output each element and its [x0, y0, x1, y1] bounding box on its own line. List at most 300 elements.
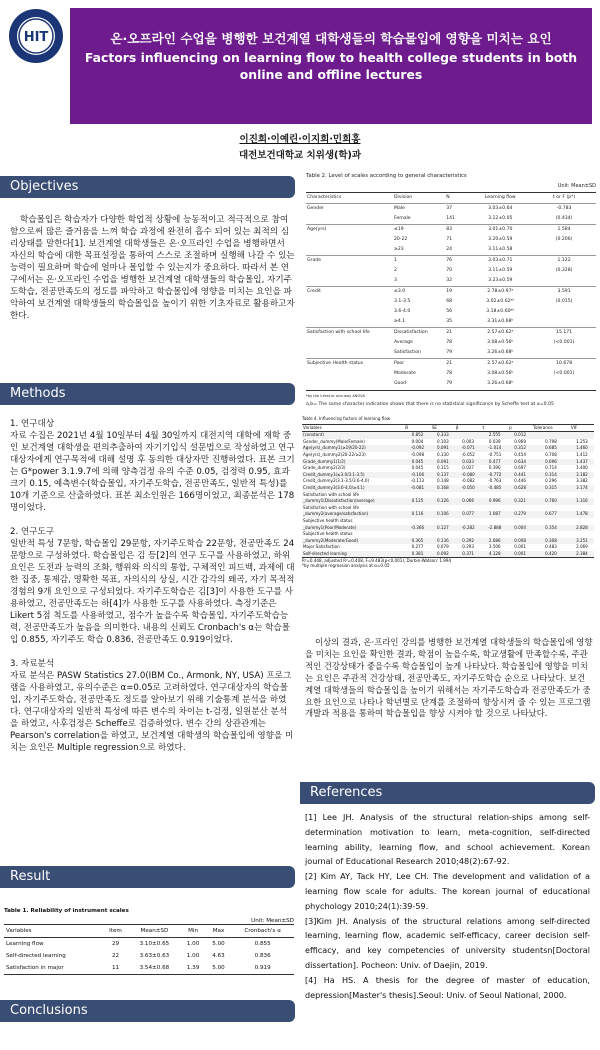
table-cell: 71	[446, 237, 453, 242]
table-cell: -0.081	[404, 485, 431, 492]
table-cell: 0.315	[532, 485, 570, 492]
table-cell: 35	[446, 319, 453, 324]
table-cell: 0.116	[404, 511, 431, 518]
reference-item: [1] Lee JH. Analysis of the structural relation-ships among self-determination motivation to learn, meta-cognition, self-directed learning ability, learning flow, and school achievement. Korean journal of Educational Research 2010;48(2):67-92.	[305, 812, 590, 867]
table-cell: 1.087	[481, 511, 508, 518]
table-cell: 2.57±0.62ᵃ	[468, 359, 532, 370]
table-cell: 0.454	[514, 451, 526, 457]
table-cell: 0.039	[488, 438, 501, 444]
table-cell: Moderate	[394, 371, 416, 376]
table-cell	[404, 518, 431, 525]
table-cell: 2.555	[481, 432, 508, 439]
table2-header: t or F (p*)	[552, 195, 576, 200]
table-row	[306, 287, 596, 298]
table-cell	[431, 505, 455, 512]
table-cell: 0.836	[254, 953, 271, 959]
table4-header: Tolerance	[533, 424, 553, 430]
table-row	[302, 551, 594, 558]
table-cell	[306, 369, 393, 379]
table-cell: 0.371	[455, 551, 482, 558]
table-row	[306, 256, 596, 267]
table-cell: 0.798	[545, 438, 557, 444]
table-cell	[532, 432, 570, 439]
table-cell: 0.125	[404, 498, 431, 505]
reference-item: [4] Ha HS. A thesis for the degree of master of education, depression[Master's thesis].Seoul: Univ. of Seoul National, 2000.	[305, 974, 590, 1000]
table-cell	[481, 518, 508, 525]
table-cell: 0.008	[508, 538, 532, 545]
objectives-body: 학습몰입은 학습자가 다양한 학업적 상황에 능동적이고 적극적으로 참여함으로써 많은 즐거움을 느껴 학습 과정에 완전히 흡수 되어 있는 최적의 심리상태를 말한다[1]. 보건계열 대학생들은 온·오프라인 수업을 병행하면서 자신의 학습에 대한 목표설정을 통하여 스스로 조절하며 실행해 나갈 수 있는 능력이 필요하며 학습에 얼마나 몰입할 수 있는지가 중요하다. 따라서 본 연구에서는 온·오프라인 수업을 병행한 보건계열 대학생들의 학습몰입, 자기주도학습, 전공만족도의 정도를 파악하고 학습몰입에 영향을 미치는 요인을 파악하여 보건계열 대학생들의 학습몰입을 높이기 위한 기초자료로 활용하고자 한다.	[10, 215, 295, 321]
table-cell: 78	[446, 371, 453, 376]
table-cell: 5.00	[212, 965, 225, 971]
table-cell: (0.015)	[555, 299, 573, 304]
table-cell	[431, 518, 455, 525]
table-cell: -0.282	[455, 525, 482, 532]
table-cell: 0.293	[462, 544, 475, 550]
table-cell: 3.382	[576, 478, 588, 484]
table-cell: 0.126	[431, 498, 455, 505]
table-cell: 0.277	[411, 544, 424, 550]
table-cell: 1.253	[576, 438, 588, 444]
table-cell: -0.366	[404, 525, 431, 532]
table-cell: Gender	[306, 204, 393, 215]
table-cell	[306, 297, 393, 307]
table-row	[306, 348, 596, 359]
table-cell: ≥4.1	[394, 319, 406, 324]
title-korean: 온·오프라인 수업을 병행한 보건계열 대학생들의 학습몰입에 영향을 미치는 요인	[110, 31, 552, 46]
table-cell: 0.714	[545, 465, 557, 471]
table-cell: ≥23	[394, 247, 404, 252]
table-row	[302, 544, 594, 551]
table-row	[302, 452, 594, 459]
table-cell	[306, 214, 393, 225]
table-cell: -0.052	[461, 451, 475, 457]
table-cell: 0.136	[431, 538, 455, 545]
table-cell: 0.333	[431, 432, 455, 439]
table-cell: Credit	[306, 287, 393, 298]
table-cell	[306, 266, 393, 276]
table-row	[306, 204, 596, 215]
table-cell: 15.171	[532, 328, 596, 339]
table-cell	[306, 235, 393, 245]
table-cell: 3.23±0.59	[488, 278, 513, 283]
table-cell: -0.751	[488, 451, 502, 457]
table-cell: 0.077	[455, 511, 482, 518]
table-cell	[306, 338, 393, 348]
table-cell: Female	[394, 216, 411, 221]
table-row	[306, 276, 596, 287]
table4-header: B	[405, 424, 408, 430]
table-cell: 3.182	[570, 472, 594, 479]
table-cell	[481, 531, 508, 538]
table-cell: 24	[446, 247, 453, 252]
table-row	[306, 359, 596, 370]
table-cell: 0.628	[508, 485, 532, 492]
methods-instruments: 2. 연구도구 일반적 특성 7문항, 학습몰입 29문항, 자기주도학습 22문항, 전공만족도 24문항으로 구성하였다. 학습몰입은 김 등[2]의 연구 도구를 사용하였고, 하위요인은 도전과 능력의 조화, 행위와 의식의 통합, 구체적인 피드백, 과제에 대한 집중, 통제감, 명확한 목표, 자의식의 상실, 시간 감각의 왜곡, 자기 목적적 경험의 9개 요인으로 구성되었다. 자기주도학습은 김[3]이 사용한 도구를 사용하였고, 전공만족도는 하[4]가 사용한 도구를 사용하였다. 측정기준은 Likert 5점 척도를 사용하였고, 점수가 높을수록 학습몰입, 자기주도학습능력, 전공만족도가 높음을 의미한다. 내용의 신뢰도 Cronbach's α는 학습몰입 0.855, 자기주도 학습 0.836, 전공만족도 0.919이었다.	[10, 527, 295, 645]
table-cell: 1.39	[186, 965, 200, 971]
table4-caption: Table 4. Influencing factors of learning flow	[302, 416, 391, 421]
table-cell: (constant)	[302, 432, 404, 439]
table-row	[306, 225, 596, 236]
table4-header: Variables	[303, 424, 322, 430]
table1-header: Max	[212, 928, 225, 934]
table-cell: -0.098	[410, 451, 425, 457]
table-cell	[306, 245, 393, 256]
table-cell: 3.08±0.56ᵇ	[487, 371, 514, 376]
table-row	[302, 472, 594, 479]
table-cell: 0.852	[404, 432, 431, 439]
table-cell: 0.127	[431, 525, 455, 532]
table-row	[302, 459, 594, 466]
table-cell: 3.251	[570, 538, 594, 545]
table-cell: 1.412	[576, 451, 588, 457]
table-row	[302, 498, 594, 505]
table-row	[302, 531, 594, 538]
table-cell: 3.11±0.58	[488, 247, 513, 252]
logo-text: HIT	[23, 30, 49, 45]
table-cell: 0.079	[436, 544, 449, 550]
table-cell: 1.00	[186, 941, 200, 947]
table-cell: 1.584	[532, 225, 596, 236]
table-cell	[508, 492, 532, 499]
table-cell: 79	[446, 381, 453, 386]
table-cell: Credit_dummy3(3.6-4.0/≥4.1)	[302, 485, 404, 492]
table-cell: 4.128	[481, 551, 508, 558]
table-cell	[481, 505, 508, 512]
table-cell: 21	[445, 328, 468, 339]
table-cell: 3.591	[532, 287, 596, 298]
table-cell: 2.384	[570, 551, 594, 558]
table4-note: *by multiple regression analysis at α=0.05	[302, 563, 390, 569]
table-cell: 79	[446, 350, 453, 355]
table-cell: 0.969	[514, 438, 526, 444]
table-cell: 0.760	[532, 498, 570, 505]
table-row	[306, 214, 596, 225]
table-cell: 21	[445, 359, 468, 370]
table-cell	[570, 492, 594, 499]
table-cell: 2	[394, 268, 397, 273]
table-cell: _dummy1(Dissatisfaction/average)	[302, 498, 404, 505]
table-cell: -0.050	[455, 485, 482, 492]
table-cell: 0.420	[532, 551, 570, 558]
table-cell: -0.092	[404, 445, 431, 452]
table-row	[306, 235, 596, 245]
table-cell: 0.996	[481, 498, 508, 505]
table-cell: 0.696	[532, 459, 570, 466]
table-cell: 3.26±0.68ᵇ	[487, 381, 514, 386]
table-cell: 0.033	[455, 459, 482, 466]
table-cell: Gender_dummy(Male/Female)	[303, 438, 365, 444]
table-cell: 0.321	[508, 498, 532, 505]
table-cell	[306, 276, 393, 287]
methods-heading: Methods	[0, 383, 295, 405]
table2-header: Division	[394, 195, 413, 200]
table-cell: 2.686	[481, 538, 508, 545]
table-cell: Satisfaction with school life	[303, 504, 359, 510]
table-cell	[481, 492, 508, 499]
table-cell: 3.11±0.59	[488, 268, 513, 273]
table-cell: 78	[446, 340, 453, 345]
table-cell: 0.148	[436, 478, 449, 484]
table-cell: 0.292	[455, 538, 482, 545]
table-cell: Good	[394, 381, 407, 386]
table-cell: 3.506	[488, 544, 501, 550]
table1	[4, 908, 294, 975]
table-cell: 1.460	[570, 445, 594, 452]
table-cell	[431, 492, 455, 499]
authors-block	[0, 132, 600, 164]
table-cell: 0.092	[431, 551, 455, 558]
table-row	[306, 379, 596, 389]
table-cell	[532, 531, 570, 538]
table2-note: a,b= The same character indication shows that there is no statistical significance by Scheffe test at α=0.05	[306, 402, 554, 407]
table-cell: 83	[445, 225, 468, 236]
table-cell: 0.477	[481, 459, 508, 466]
table-row	[302, 478, 594, 485]
table-row	[302, 465, 594, 472]
table-cell: 0.130	[436, 451, 449, 457]
table-cell: Average	[394, 340, 413, 345]
author-names: 이진희·이예린·이지희·민희홍	[239, 134, 361, 145]
table-cell: 0.855	[254, 941, 271, 947]
table-cell: 0.012	[508, 432, 532, 439]
table-cell: 4.63	[212, 953, 225, 959]
table-cell: Self-directed learning	[6, 953, 66, 959]
table-cell: -0.113	[410, 478, 425, 484]
table-cell: 0.677	[532, 511, 570, 518]
table-cell	[570, 505, 594, 512]
table-cell: 0.027	[462, 465, 475, 471]
table1-header: Mean±SD	[140, 928, 169, 934]
table-row	[306, 317, 596, 328]
table4-header: t	[482, 424, 485, 430]
table-cell: 22	[111, 953, 120, 959]
table-cell: -2.888	[481, 525, 508, 532]
table-cell	[532, 379, 596, 389]
table-cell: 0.919	[254, 965, 271, 971]
table-cell: 2.57±0.62ᵃ	[468, 328, 532, 339]
table-cell	[532, 317, 596, 328]
table-cell	[532, 245, 596, 256]
references-heading: References	[300, 782, 595, 804]
table-cell	[455, 432, 482, 439]
table-row	[302, 511, 594, 518]
table-cell: 3	[394, 278, 397, 283]
table-row	[306, 338, 596, 348]
table-row	[306, 369, 596, 379]
methods-subjects: 1. 연구대상 자료 수집은 2021년 4월 10일부터 4월 30일까지 대전지역 대학에 재학 중인 보건계열 대학생을 편의추출하여 자기기입식 설문법으로 작성하였고 연구대상자에게 연구목적에 대해 설명 후 동의한 대상자만 진행하였다. 표본 크기는 G*power 3.1.9.7에 의해 양측검정 유의 수준 0.05, 검정력 0.95, 효과크기 0.15, 예측변수(학습몰입, 자기주도학습, 전공만족도, 일반적 특성)를 10개 기준으로 산출하였다. 표본 최소인원은 166명이었고, 최종분석은 178명이었다.	[10, 419, 295, 513]
table-row	[302, 505, 594, 512]
title-english: Factors influencing on learning flow to health college students in both online and offline lectures	[84, 50, 578, 82]
table-cell	[532, 276, 596, 287]
table-cell	[431, 531, 455, 538]
table-cell: _dummy2(average/satisfaction)	[302, 511, 404, 518]
table-cell	[532, 307, 596, 317]
table-cell: -0.080	[455, 472, 482, 479]
table-cell: 0.708	[545, 451, 557, 457]
table-cell: 0.354	[532, 525, 570, 532]
table2	[306, 173, 596, 408]
table-row	[302, 432, 594, 439]
table4-header: VIF	[570, 424, 578, 430]
table-row	[4, 962, 294, 975]
table-row	[306, 245, 596, 256]
table-cell	[306, 379, 393, 389]
table-row	[306, 328, 596, 339]
result-body: 이상의 결과, 온·프라인 강의를 병행한 보건계열 대학생들의 학습몰입에 영향을 미치는 요인을 확인한 결과, 학점이 높을수록, 학교생활에 만족할수록, 주관적인 건강상태가 좋을수록 학습몰입이 높게 나타났다. 학습몰입에 영향을 미치는 요인은 주관적 건강상태, 전공만족도, 자기주도학습 순으로 나타났다. 보건계열 대학생들의 학습몰입을 높이기 위해서는 자기주도학습과 전공만족도가 중요한 요인으로 나타나 학년별로 단계를 조절하여 향상시켜 줄 수 있는 프로그램 개발과 적용을 통하여 학습몰입을 향상 시켜야 할 것으로 나타났다.	[305, 637, 593, 719]
result-heading: Result	[0, 866, 295, 888]
table-cell: 1.00	[186, 953, 200, 959]
table-cell	[455, 505, 482, 512]
table-cell: Grade_dummy2(2/3)	[303, 465, 346, 471]
table-cell: Satisfaction in major	[6, 965, 64, 971]
table-cell	[532, 518, 570, 525]
table-row	[302, 518, 594, 525]
table-cell: 3.31±0.68ᵇ	[487, 319, 514, 324]
table-cell: 0.365	[404, 538, 431, 545]
table-cell: ≤3.0	[393, 287, 445, 298]
table-cell: 0.001	[508, 551, 532, 558]
table-cell: 0.697	[514, 465, 526, 471]
table-cell: 3.02±0.62ᵃᵇ	[486, 299, 515, 304]
table4-header: β	[455, 424, 459, 430]
title-banner	[70, 8, 592, 124]
table4-header: p	[509, 424, 512, 430]
table-cell: 19	[445, 287, 468, 298]
table2-caption: Table 2. Level of scales according to general characteristics	[306, 173, 467, 179]
table-cell	[306, 317, 393, 328]
table1-header: Variables	[6, 928, 32, 934]
table-cell: Poor	[393, 359, 445, 370]
table-cell	[508, 518, 532, 525]
table-cell: 3.26±0.68ᵇ	[487, 350, 514, 355]
table-cell	[455, 492, 482, 499]
table-cell	[570, 432, 594, 439]
table-row	[4, 950, 294, 962]
methods-analysis: 3. 자료분석 자료 분석은 PASW Statistics 27.0(IBM Co., Armonk, NY, USA) 프로그램을 사용하였고, 유의수준은 α=0.05로 고려하였다. 연구대상자의 학습몰입, 자기주도학습, 전공만족도 정도를 알아보기 위해 기술통계 분석을 하였다. 연구대상자의 일반적 특성에 따른 변수의 차이는 t-검정, 일원분산 분석을 하였고, 사후검정은 Scheffe로 검증하였다. 변수 간의 상관관계는 Pearson's correlation을 하였고, 보건계열 대학생의 학습몰입에 영향을 미치는 요인은 Multiple regression으로 하였다.	[10, 659, 294, 753]
table-cell: 0.004	[508, 525, 532, 532]
table-cell: 3.63±0.63	[139, 953, 170, 959]
table-cell	[532, 505, 570, 512]
table-cell: 32	[446, 278, 453, 283]
table-cell: 0.004	[411, 438, 424, 444]
table-cell: Satisfaction with school life	[306, 328, 393, 339]
reference-item: [3]Kim JH. Analysis of the structural relations among self-directed learning, learning flow, academic self-efficacy, career decision self-efficacy, and key competencies of university studentsn[Doctoral dissertation]. Pocheon: Univ. of Daejin, 2019.	[305, 915, 590, 970]
table-cell: 0.045	[411, 465, 424, 471]
methods-body	[10, 418, 295, 766]
table-cell: 3.12±0.05	[488, 216, 513, 221]
table-cell	[532, 492, 570, 499]
table-row	[306, 266, 596, 276]
table-cell: _dummy1(Poor/Moderate)	[302, 525, 404, 532]
table-cell: 0.312	[508, 445, 532, 452]
table-cell: Age(yrs)_dummy1(≥19/20-22)	[302, 445, 404, 452]
table-cell: 0.308	[532, 538, 570, 545]
table4-note: R²=0.448, adjusted R²=0.408, F=9.483(p<0.001), Durbin-Watson: 1.994	[302, 558, 452, 564]
table-cell: 0.441	[508, 472, 532, 479]
table-cell: 1.437	[570, 459, 594, 466]
table-cell: Self-directed learning	[302, 551, 404, 558]
table-cell: -0.106	[404, 472, 431, 479]
table2-header: N	[446, 195, 450, 200]
table1-header: Item	[109, 928, 122, 934]
table-cell: -0.082	[461, 478, 475, 484]
table-cell: -0.772	[481, 472, 508, 479]
table-row	[302, 445, 594, 452]
table-cell: 3.1-3.5	[394, 299, 411, 304]
table-cell: 1	[393, 256, 445, 267]
table-cell: 0.103	[436, 438, 449, 444]
table-cell: Age(yrs)	[306, 225, 393, 236]
table-cell: 0.381	[404, 551, 431, 558]
table-cell	[404, 531, 431, 538]
table2-header: Learning flow	[484, 195, 516, 200]
table-row	[302, 492, 594, 499]
table-row	[4, 938, 294, 951]
table-cell: 0.091	[431, 445, 455, 452]
table-cell: Dissatisfaction	[393, 328, 445, 339]
table-cell: Major Satisfaction	[303, 544, 340, 550]
table-cell: 3.08±0.56ᵇ	[487, 340, 514, 345]
table-cell: (0.206)	[555, 237, 573, 242]
table-cell: 1.478	[570, 511, 594, 518]
table-cell: -0.763	[488, 478, 502, 484]
table-cell: 0.296	[545, 478, 557, 484]
conclusions-heading: Conclusions	[0, 1000, 295, 1022]
table1-header: Min	[188, 928, 199, 934]
table-cell: 0.045	[404, 459, 431, 466]
table-cell: 3.54±0.68	[139, 965, 170, 971]
table-cell: Credit_dummy1(≤3.0/3.1-3.5)	[302, 472, 404, 479]
table-cell: 0.446	[514, 478, 526, 484]
table-cell: 1.316	[570, 498, 594, 505]
table-cell: (<0.001)	[553, 371, 575, 376]
table4	[302, 417, 594, 569]
table-cell: 3.6-4.0	[394, 309, 411, 314]
table-cell: 0.115	[436, 465, 449, 471]
table-cell: 0.001	[514, 544, 526, 550]
affiliation: 대전보건대학교 치위생(학)과	[238, 150, 362, 161]
table-cell: 3.174	[570, 485, 594, 492]
table-cell	[306, 307, 393, 317]
table2-header: Characteristics	[307, 195, 342, 200]
table-cell: 56	[446, 309, 453, 314]
table-cell: 0.634	[508, 459, 532, 466]
table-cell: 0.137	[431, 472, 455, 479]
table-cell: -0.783	[532, 204, 596, 215]
table-cell: 0.483	[545, 544, 557, 550]
table-cell: (0.328)	[555, 268, 573, 273]
table-cell	[455, 531, 482, 538]
table-cell: 70	[446, 268, 453, 273]
table-cell: 1.400	[576, 465, 588, 471]
reference-item: [2] Kim AY, Tack HY, Lee CH. The development and validation of a learning flow scale for adults. The korean journal of educational phychology 2010;24(1):39-59.	[305, 871, 590, 911]
table-row	[302, 525, 594, 532]
table-cell: 2.78±0.97ᵃ	[468, 287, 532, 298]
table-cell: 0.390	[488, 465, 501, 471]
table-cell: 0.091	[431, 459, 455, 466]
table-cell: Male	[393, 204, 445, 215]
table-cell: 0.066	[455, 498, 482, 505]
table-cell: 5.00	[212, 941, 225, 947]
table-cell: (<0.001)	[553, 340, 575, 345]
table-cell	[306, 348, 393, 359]
table-cell: 3.20±0.59	[488, 237, 513, 242]
table-cell: 1.122	[532, 256, 596, 267]
table-cell: 29	[111, 941, 120, 947]
table-cell: 3.03±0.71	[468, 256, 532, 267]
university-logo	[8, 8, 64, 64]
table-cell: Satisfaction with school life	[303, 491, 359, 497]
